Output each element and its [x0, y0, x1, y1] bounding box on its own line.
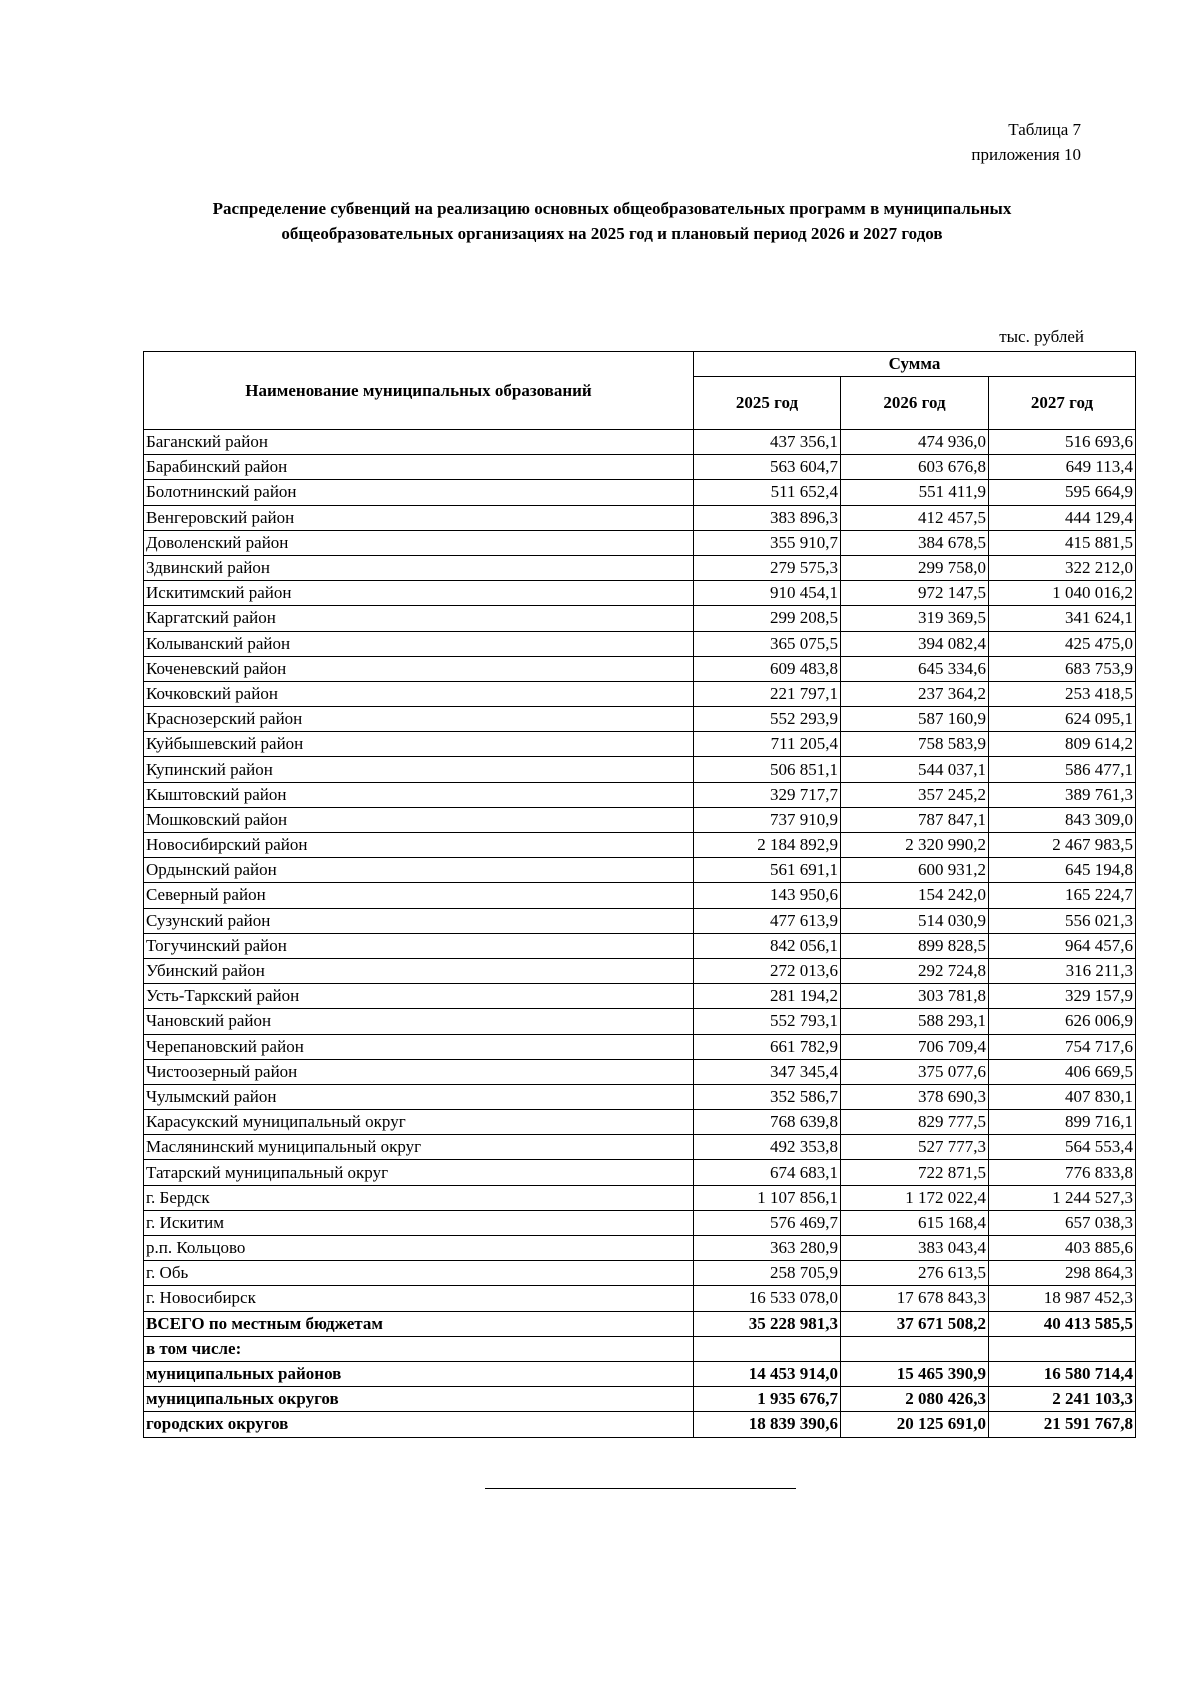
amount-cell: 352 586,7 [694, 1084, 841, 1109]
amount-cell: 403 885,6 [989, 1236, 1136, 1261]
amount-cell: 609 483,8 [694, 656, 841, 681]
municipality-name: р.п. Кольцово [144, 1236, 694, 1261]
amount-cell: 657 038,3 [989, 1210, 1136, 1235]
municipality-name: Доволенский район [144, 530, 694, 555]
amount-cell: 18 839 390,6 [694, 1412, 841, 1437]
amount-cell: 586 477,1 [989, 757, 1136, 782]
municipality-name: Тогучинский район [144, 933, 694, 958]
amount-cell: 552 793,1 [694, 1009, 841, 1034]
amount-cell: 406 669,5 [989, 1059, 1136, 1084]
subvention-table [143, 351, 1136, 1438]
table-row [144, 958, 1136, 983]
amount-cell: 18 987 452,3 [989, 1286, 1136, 1311]
amount-cell: 20 125 691,0 [841, 1412, 989, 1437]
table-row [144, 858, 1136, 883]
amount-cell: 319 369,5 [841, 606, 989, 631]
amount-cell: 563 604,7 [694, 455, 841, 480]
amount-cell: 35 228 981,3 [694, 1311, 841, 1336]
amount-cell: 16 533 078,0 [694, 1286, 841, 1311]
column-header-year: 2025 год [694, 377, 841, 430]
table-row [144, 807, 1136, 832]
amount-cell: 341 624,1 [989, 606, 1136, 631]
amount-cell: 279 575,3 [694, 555, 841, 580]
amount-cell: 706 709,4 [841, 1034, 989, 1059]
amount-cell: 587 160,9 [841, 707, 989, 732]
units-label: тыс. рублей [999, 327, 1084, 346]
table-body [144, 430, 1136, 1438]
summary-row [144, 1311, 1136, 1336]
amount-cell: 754 717,6 [989, 1034, 1136, 1059]
municipality-name: Болотнинский район [144, 480, 694, 505]
amount-cell: 378 690,3 [841, 1084, 989, 1109]
amount-cell: 165 224,7 [989, 883, 1136, 908]
municipality-name: Карасукский муниципальный округ [144, 1110, 694, 1135]
amount-cell: 843 309,0 [989, 807, 1136, 832]
amount-cell: 787 847,1 [841, 807, 989, 832]
table-row [144, 530, 1136, 555]
amount-cell [841, 1336, 989, 1361]
amount-cell: 551 411,9 [841, 480, 989, 505]
amount-cell: 474 936,0 [841, 430, 989, 455]
amount-cell: 303 781,8 [841, 984, 989, 1009]
column-header-name: Наименование муниципальных образований [144, 352, 694, 430]
amount-cell: 281 194,2 [694, 984, 841, 1009]
table-row [144, 430, 1136, 455]
municipality-name: Татарский муниципальный округ [144, 1160, 694, 1185]
municipality-name: Усть-Таркский район [144, 984, 694, 1009]
amount-cell: 564 553,4 [989, 1135, 1136, 1160]
amount-cell: 298 864,3 [989, 1261, 1136, 1286]
amount-cell: 737 910,9 [694, 807, 841, 832]
amount-cell: 683 753,9 [989, 656, 1136, 681]
amount-cell: 899 828,5 [841, 933, 989, 958]
municipality-name: г. Искитим [144, 1210, 694, 1235]
table-row [144, 455, 1136, 480]
amount-cell: 394 082,4 [841, 631, 989, 656]
amount-cell: 384 678,5 [841, 530, 989, 555]
municipality-name: городских округов [144, 1412, 694, 1437]
table-row [144, 732, 1136, 757]
amount-cell: 444 129,4 [989, 505, 1136, 530]
amount-cell: 365 075,5 [694, 631, 841, 656]
municipality-name: Черепановский район [144, 1034, 694, 1059]
municipality-name: Мошковский район [144, 807, 694, 832]
amount-cell: 14 453 914,0 [694, 1361, 841, 1386]
table-number: Таблица 7 [1008, 120, 1081, 139]
table-row [144, 1034, 1136, 1059]
amount-cell: 626 006,9 [989, 1009, 1136, 1034]
amount-cell: 425 475,0 [989, 631, 1136, 656]
summary-row [144, 1361, 1136, 1386]
summary-row [144, 1336, 1136, 1361]
amount-cell: 477 613,9 [694, 908, 841, 933]
table-row [144, 1009, 1136, 1034]
amount-cell: 17 678 843,3 [841, 1286, 989, 1311]
amount-cell: 375 077,6 [841, 1059, 989, 1084]
amount-cell: 506 851,1 [694, 757, 841, 782]
amount-cell: 561 691,1 [694, 858, 841, 883]
amount-cell: 674 683,1 [694, 1160, 841, 1185]
amount-cell: 276 613,5 [841, 1261, 989, 1286]
amount-cell: 143 950,6 [694, 883, 841, 908]
amount-cell: 40 413 585,5 [989, 1311, 1136, 1336]
amount-cell: 964 457,6 [989, 933, 1136, 958]
municipality-name: Искитимский район [144, 581, 694, 606]
municipality-name: Северный район [144, 883, 694, 908]
amount-cell: 389 761,3 [989, 782, 1136, 807]
table-row [144, 606, 1136, 631]
amount-cell: 514 030,9 [841, 908, 989, 933]
amount-cell: 258 705,9 [694, 1261, 841, 1286]
amount-cell [989, 1336, 1136, 1361]
amount-cell: 292 724,8 [841, 958, 989, 983]
amount-cell: 556 021,3 [989, 908, 1136, 933]
amount-cell: 347 345,4 [694, 1059, 841, 1084]
amount-cell: 1 244 527,3 [989, 1185, 1136, 1210]
amount-cell: 2 320 990,2 [841, 833, 989, 858]
amount-cell: 776 833,8 [989, 1160, 1136, 1185]
amount-cell: 1 040 016,2 [989, 581, 1136, 606]
amount-cell: 576 469,7 [694, 1210, 841, 1235]
amount-cell: 842 056,1 [694, 933, 841, 958]
amount-cell: 516 693,6 [989, 430, 1136, 455]
amount-cell: 2 080 426,3 [841, 1387, 989, 1412]
amount-cell: 492 353,8 [694, 1135, 841, 1160]
amount-cell: 615 168,4 [841, 1210, 989, 1235]
municipality-name: Кыштовский район [144, 782, 694, 807]
column-header-year: 2026 год [841, 377, 989, 430]
municipality-name: Новосибирский район [144, 833, 694, 858]
amount-cell: 595 664,9 [989, 480, 1136, 505]
table-row [144, 984, 1136, 1009]
amount-cell: 2 184 892,9 [694, 833, 841, 858]
table-row [144, 1084, 1136, 1109]
amount-cell: 2 467 983,5 [989, 833, 1136, 858]
summary-row [144, 1387, 1136, 1412]
amount-cell: 768 639,8 [694, 1110, 841, 1135]
table-row [144, 1286, 1136, 1311]
amount-cell: 1 107 856,1 [694, 1185, 841, 1210]
table-row [144, 480, 1136, 505]
amount-cell: 2 241 103,3 [989, 1387, 1136, 1412]
table-row [144, 782, 1136, 807]
municipality-name: Убинский район [144, 958, 694, 983]
end-divider [485, 1488, 796, 1489]
amount-cell: 383 896,3 [694, 505, 841, 530]
column-header-year: 2027 год [989, 377, 1136, 430]
amount-cell: 624 095,1 [989, 707, 1136, 732]
amount-cell: 645 334,6 [841, 656, 989, 681]
amount-cell: 1 935 676,7 [694, 1387, 841, 1412]
amount-cell: 16 580 714,4 [989, 1361, 1136, 1386]
amount-cell: 603 676,8 [841, 455, 989, 480]
municipality-name: Барабинский район [144, 455, 694, 480]
amount-cell: 527 777,3 [841, 1135, 989, 1160]
table-row [144, 1185, 1136, 1210]
municipality-name: Чистоозерный район [144, 1059, 694, 1084]
amount-cell: 253 418,5 [989, 681, 1136, 706]
municipality-name: в том числе: [144, 1336, 694, 1361]
amount-cell: 722 871,5 [841, 1160, 989, 1185]
table-row [144, 555, 1136, 580]
table-row [144, 1110, 1136, 1135]
amount-cell: 407 830,1 [989, 1084, 1136, 1109]
amount-cell: 437 356,1 [694, 430, 841, 455]
table-row [144, 505, 1136, 530]
table-row [144, 933, 1136, 958]
municipality-name: Маслянинский муниципальный округ [144, 1135, 694, 1160]
summary-row [144, 1412, 1136, 1437]
table-row [144, 581, 1136, 606]
amount-cell: 809 614,2 [989, 732, 1136, 757]
municipality-name: Краснозерский район [144, 707, 694, 732]
amount-cell: 237 364,2 [841, 681, 989, 706]
municipality-name: Коченевский район [144, 656, 694, 681]
table-row [144, 1135, 1136, 1160]
municipality-name: Куйбышевский район [144, 732, 694, 757]
amount-cell: 329 717,7 [694, 782, 841, 807]
table-row [144, 1059, 1136, 1084]
table-row [144, 757, 1136, 782]
municipality-name: Чановский район [144, 1009, 694, 1034]
table-row [144, 1261, 1136, 1286]
amount-cell: 649 113,4 [989, 455, 1136, 480]
column-header-sum: Сумма [694, 352, 1136, 377]
municipality-name: Ордынский район [144, 858, 694, 883]
amount-cell: 600 931,2 [841, 858, 989, 883]
amount-cell: 299 208,5 [694, 606, 841, 631]
amount-cell: 154 242,0 [841, 883, 989, 908]
amount-cell: 910 454,1 [694, 581, 841, 606]
municipality-name: Купинский район [144, 757, 694, 782]
municipality-name: Кочковский район [144, 681, 694, 706]
amount-cell: 316 211,3 [989, 958, 1136, 983]
table-row [144, 1236, 1136, 1261]
document-title: Распределение субвенций на реализацию основных общеобразовательных программ в муниципальных общеобразовательных организациях на 2025 год и плановый период 2026 и 2027 годов [212, 199, 1012, 243]
amount-cell: 511 652,4 [694, 480, 841, 505]
appendix-reference: приложения 10 [971, 145, 1081, 164]
table-row [144, 707, 1136, 732]
amount-cell: 645 194,8 [989, 858, 1136, 883]
municipality-name: Баганский район [144, 430, 694, 455]
amount-cell: 329 157,9 [989, 984, 1136, 1009]
amount-cell: 661 782,9 [694, 1034, 841, 1059]
municipality-name: г. Бердск [144, 1185, 694, 1210]
table-row [144, 883, 1136, 908]
amount-cell: 711 205,4 [694, 732, 841, 757]
amount-cell: 1 172 022,4 [841, 1185, 989, 1210]
amount-cell: 552 293,9 [694, 707, 841, 732]
amount-cell: 355 910,7 [694, 530, 841, 555]
amount-cell: 544 037,1 [841, 757, 989, 782]
amount-cell: 272 013,6 [694, 958, 841, 983]
amount-cell [694, 1336, 841, 1361]
municipality-name: Каргатский район [144, 606, 694, 631]
municipality-name: Чулымский район [144, 1084, 694, 1109]
table-row [144, 631, 1136, 656]
table-row [144, 1160, 1136, 1185]
amount-cell: 37 671 508,2 [841, 1311, 989, 1336]
table-row [144, 681, 1136, 706]
amount-cell: 363 280,9 [694, 1236, 841, 1261]
amount-cell: 221 797,1 [694, 681, 841, 706]
amount-cell: 758 583,9 [841, 732, 989, 757]
table-row [144, 656, 1136, 681]
amount-cell: 972 147,5 [841, 581, 989, 606]
table-row [144, 1210, 1136, 1235]
amount-cell: 829 777,5 [841, 1110, 989, 1135]
amount-cell: 383 043,4 [841, 1236, 989, 1261]
amount-cell: 899 716,1 [989, 1110, 1136, 1135]
amount-cell: 322 212,0 [989, 555, 1136, 580]
amount-cell: 588 293,1 [841, 1009, 989, 1034]
municipality-name: Сузунский район [144, 908, 694, 933]
amount-cell: 15 465 390,9 [841, 1361, 989, 1386]
amount-cell: 415 881,5 [989, 530, 1136, 555]
table-row [144, 908, 1136, 933]
table-row [144, 833, 1136, 858]
municipality-name: Здвинский район [144, 555, 694, 580]
municipality-name: Колыванский район [144, 631, 694, 656]
amount-cell: 21 591 767,8 [989, 1412, 1136, 1437]
municipality-name: муниципальных районов [144, 1361, 694, 1386]
municipality-name: ВСЕГО по местным бюджетам [144, 1311, 694, 1336]
amount-cell: 412 457,5 [841, 505, 989, 530]
amount-cell: 357 245,2 [841, 782, 989, 807]
municipality-name: г. Новосибирск [144, 1286, 694, 1311]
municipality-name: Венгеровский район [144, 505, 694, 530]
amount-cell: 299 758,0 [841, 555, 989, 580]
municipality-name: муниципальных округов [144, 1387, 694, 1412]
municipality-name: г. Обь [144, 1261, 694, 1286]
